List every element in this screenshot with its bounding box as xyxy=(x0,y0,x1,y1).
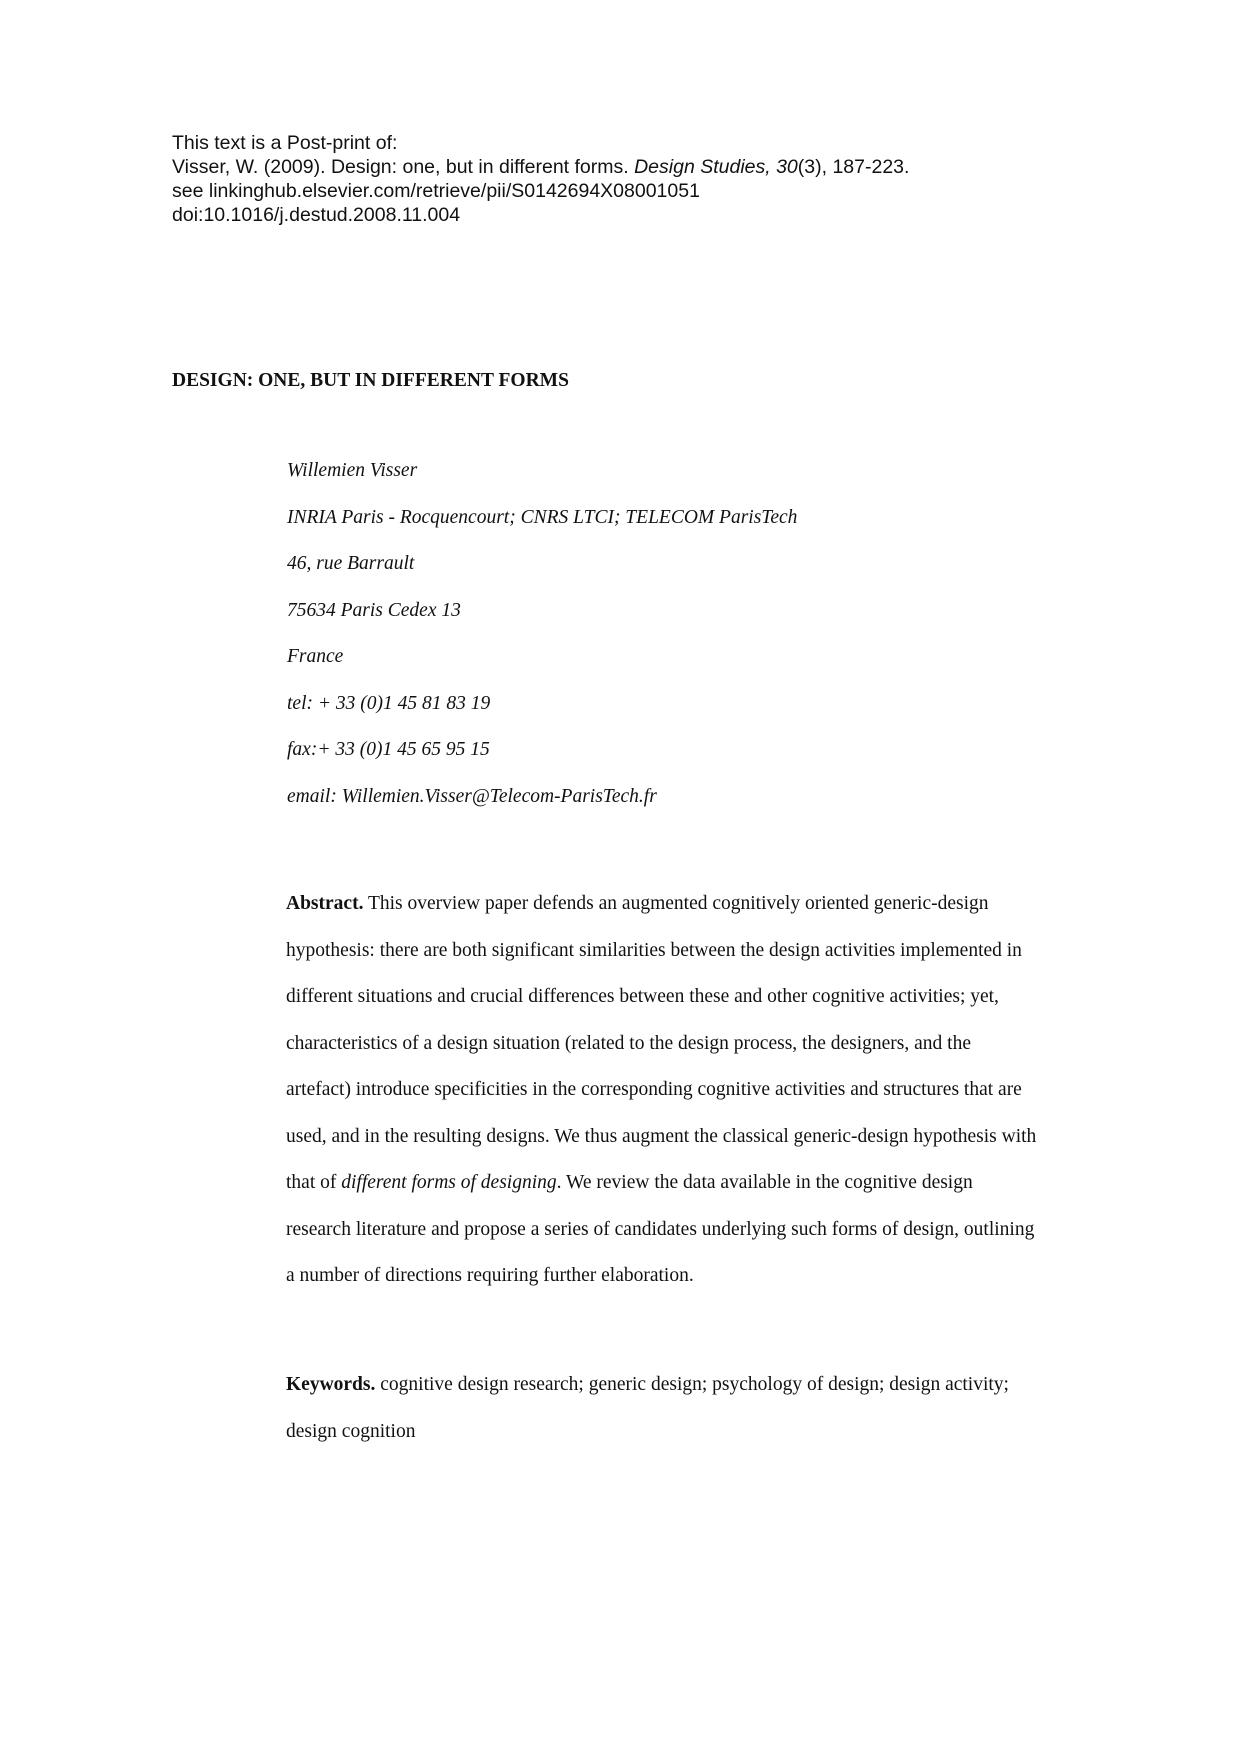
keywords-text: cognitive design research; generic design; psychology of design; design activity; xyxy=(375,1374,1009,1395)
abstract-line: characteristics of a design situation (related to the design process, the designers, and the xyxy=(286,1032,971,1054)
abstract-line: a number of directions requiring further elaboration. xyxy=(286,1265,694,1286)
abstract-text: . We review the data available in the cognitive design xyxy=(556,1172,973,1193)
citation-suffix: (3), 187-223. xyxy=(797,156,910,178)
author-block xyxy=(287,459,797,831)
author-email[interactable]: email: Willemien.Visser@Telecom-ParisTech.fr xyxy=(287,785,657,807)
abstract-line: different situations and crucial differences between these and other cognitive activities; yet, xyxy=(286,986,999,1007)
author-tel: tel: + 33 (0)1 45 81 83 19 xyxy=(287,692,491,714)
abstract-line: artefact) introduce specificities in the corresponding cognitive activities and structures that are xyxy=(286,1079,1022,1100)
citation-prefix: Visser, W. (2009). Design: one, but in different forms. xyxy=(172,156,635,178)
author-street: 46, rue Barrault xyxy=(287,553,415,574)
journal-name: Design Studies, 30 xyxy=(634,156,798,178)
keywords-line: design cognition xyxy=(286,1420,416,1442)
abstract-text: This overview paper defends an augmented cognitively oriented generic-design xyxy=(363,893,989,914)
author-fax: fax:+ 33 (0)1 45 65 95 15 xyxy=(287,739,490,760)
abstract-text: that of xyxy=(286,1172,342,1193)
abstract-section xyxy=(286,892,1086,1311)
paper-title: DESIGN: ONE, BUT IN DIFFERENT FORMS xyxy=(172,370,569,391)
abstract-line: hypothesis: there are both significant similarities between the design activities implemented in xyxy=(286,939,1022,961)
abstract-label: Abstract. xyxy=(286,893,364,914)
author-affiliation: INRIA Paris - Rocquencourt; CNRS LTCI; TELECOM ParisTech xyxy=(287,506,798,528)
doi-line[interactable]: doi:10.1016/j.destud.2008.11.004 xyxy=(172,204,461,226)
author-city: 75634 Paris Cedex 13 xyxy=(287,599,461,621)
abstract-emphasis: different forms of designing xyxy=(341,1172,557,1193)
keywords-line xyxy=(286,1373,1086,1420)
abstract-line: research literature and propose a series of candidates underlying such forms of design, outlining xyxy=(286,1218,1035,1240)
citation-line xyxy=(172,155,1072,179)
keywords-label: Keywords. xyxy=(286,1374,376,1395)
keywords-section xyxy=(286,1373,1086,1466)
postprint-label: This text is a Post-print of: xyxy=(172,132,398,154)
postprint-notice xyxy=(172,131,1072,227)
author-name: Willemien Visser xyxy=(287,460,418,481)
abstract-line: used, and in the resulting designs. We thus augment the classical generic-design hypothesis with xyxy=(286,1125,1037,1147)
publisher-link[interactable]: see linkinghub.elsevier.com/retrieve/pii/S0142694X08001051 xyxy=(172,180,700,202)
abstract-line xyxy=(286,892,1086,939)
abstract-line xyxy=(286,1171,1086,1218)
author-country: France xyxy=(287,646,344,667)
